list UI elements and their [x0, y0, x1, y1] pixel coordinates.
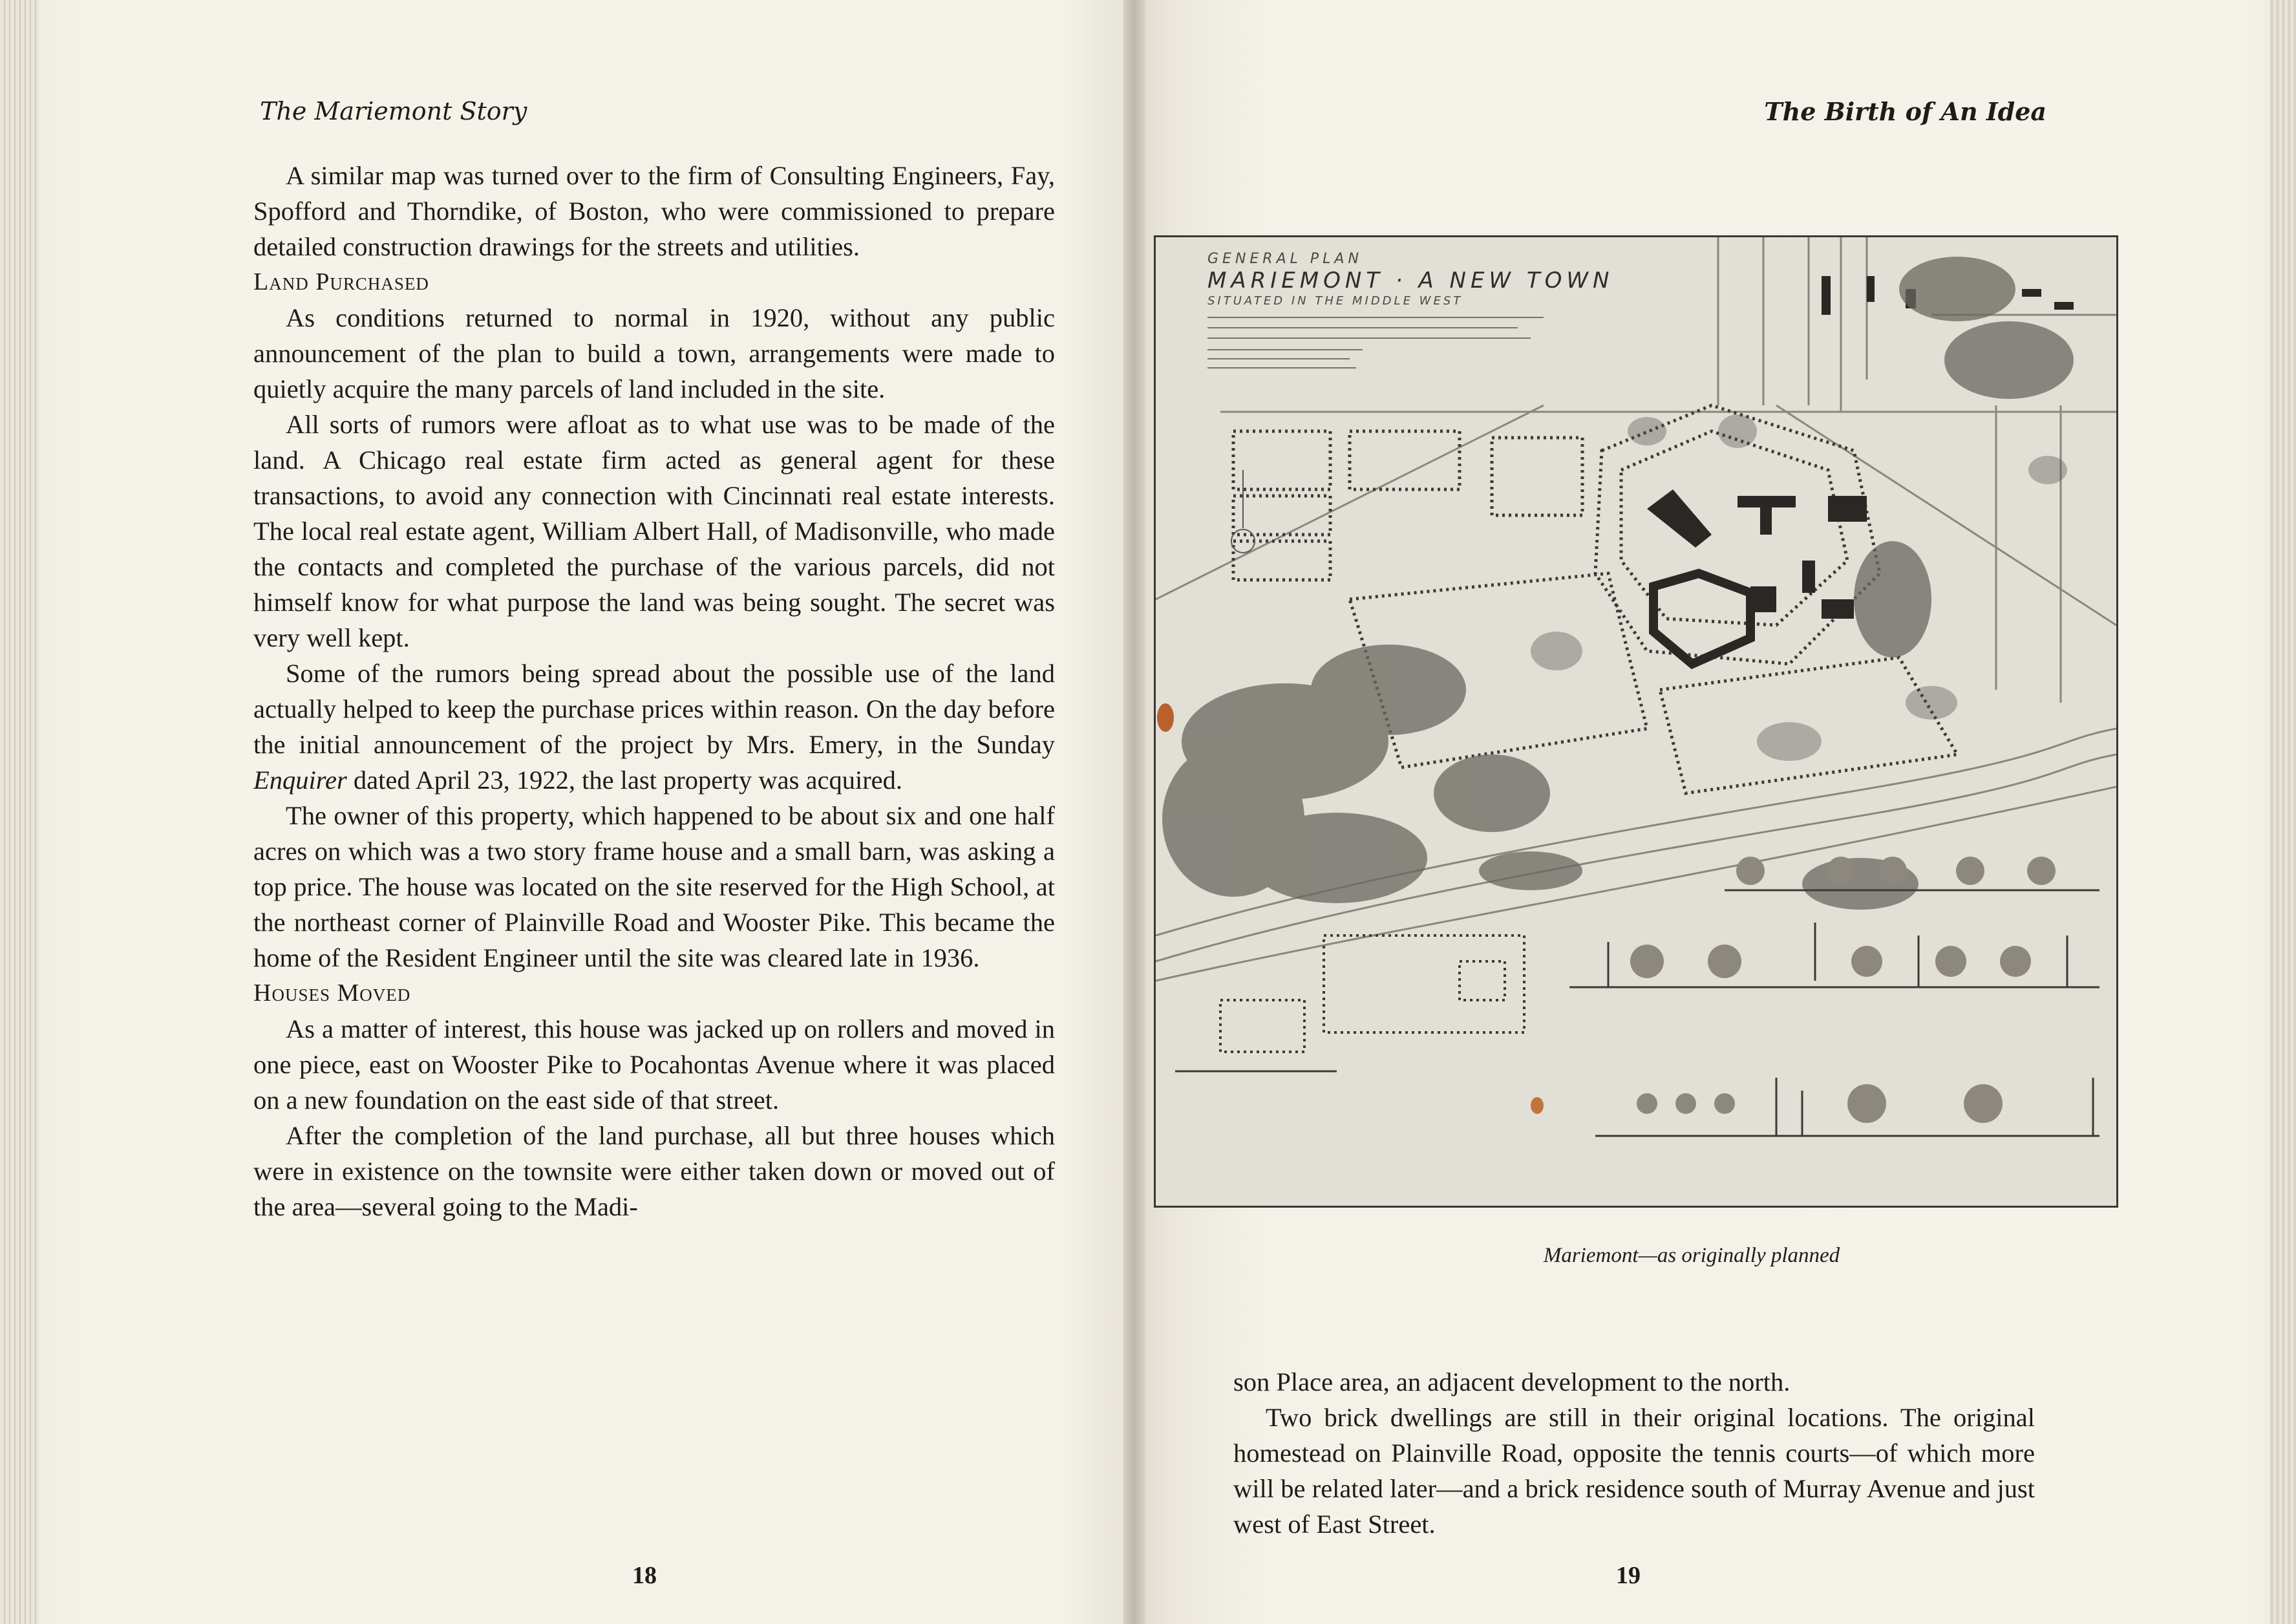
town-plan-illustration [1154, 235, 2118, 1208]
running-head-right: The Birth of An Idea [1764, 97, 2046, 126]
book-gutter [1123, 0, 1145, 1624]
paper-stain [1531, 1097, 1544, 1114]
paragraph [253, 656, 1055, 798]
paragraph-text: Some of the rumors being spread about the possible use of the land actually helped to keep the purchase prices within reason. On the day before the initial announcement of the project by Mrs. Emery, in the Sunday [253, 659, 1055, 759]
running-head-left: The Mariemont Story [260, 97, 527, 125]
figure-caption: Mariemont—as originally planned [1543, 1244, 1840, 1267]
plan-title-line-3: SITUATED IN THE MIDDLE WEST [1207, 294, 1463, 308]
paragraph: After the completion of the land purchase, all but three houses which were in existence on the townsite were either taken down or moved out of the area—several going to the Madi- [253, 1121, 1055, 1221]
newspaper-title: Enquirer [253, 765, 347, 795]
paragraph: Two brick dwellings are still in their original locations. The original homestead on Plainville Road, opposite the tennis courts—of which more will be related later—and a brick residence south of Murray Avenue and just west of East Street. [1233, 1403, 2035, 1539]
paragraph: The owner of this property, which happened to be about six and one half acres on which was a two story frame house and a small barn, was asking a top price. The house was located on the site reserved for the High School, at the northeast corner of Plainville Road and Wooster Pike. This became the home of the Resident Engineer until the site was cleared late in 1936. [253, 801, 1055, 972]
paragraph: A similar map was turned over to the firm of Consulting Engineers, Fay, Spofford and Thorndike, of Boston, who were commissioned to prepare detailed construction drawings for the streets and utilities. [253, 161, 1055, 261]
plan-drawing [1156, 237, 2116, 1206]
paragraph: All sorts of rumors were afloat as to what use was to be made of the land. A Chicago real estate firm acted as general agent for these transactions, to avoid any connection with Cincinnati real estate interests. The local real estate agent, William Albert Hall, of Madisonville, who made the contacts and completed the purchase of the various parcels, did not himself know for what purpose the land was being sought. The secret was very well kept. [253, 410, 1055, 652]
page-edges-left [0, 0, 39, 1624]
right-page-text [1233, 1364, 2035, 1542]
plan-title-line-2: MARIEMONT · A NEW TOWN [1207, 268, 1614, 294]
page-edges-right [2270, 0, 2296, 1624]
paragraph: son Place area, an adjacent development to the north. [1233, 1367, 1791, 1396]
section-heading-houses-moved: Houses Moved [253, 979, 411, 1007]
paragraph: As a matter of interest, this house was jacked up on rollers and moved in one piece, east on Wooster Pike to Pocahontas Avenue where it was placed on a new foundation on the east side of that street. [253, 1014, 1055, 1115]
paper-stain [1157, 703, 1174, 732]
section-heading-land-purchased: Land Purchased [253, 268, 429, 295]
left-page-text [253, 158, 1055, 1224]
plan-title-line-1: GENERAL PLAN [1207, 251, 1363, 267]
paragraph: As conditions returned to normal in 1920, without any public announcement of the plan to build a town, arrangements were made to quietly acquire the many parcels of land included in the site. [253, 303, 1055, 403]
paragraph-text: dated April 23, 1922, the last property was acquired. [346, 765, 903, 795]
page-number-right: 19 [1616, 1562, 1641, 1589]
page-number-left: 18 [632, 1562, 657, 1589]
